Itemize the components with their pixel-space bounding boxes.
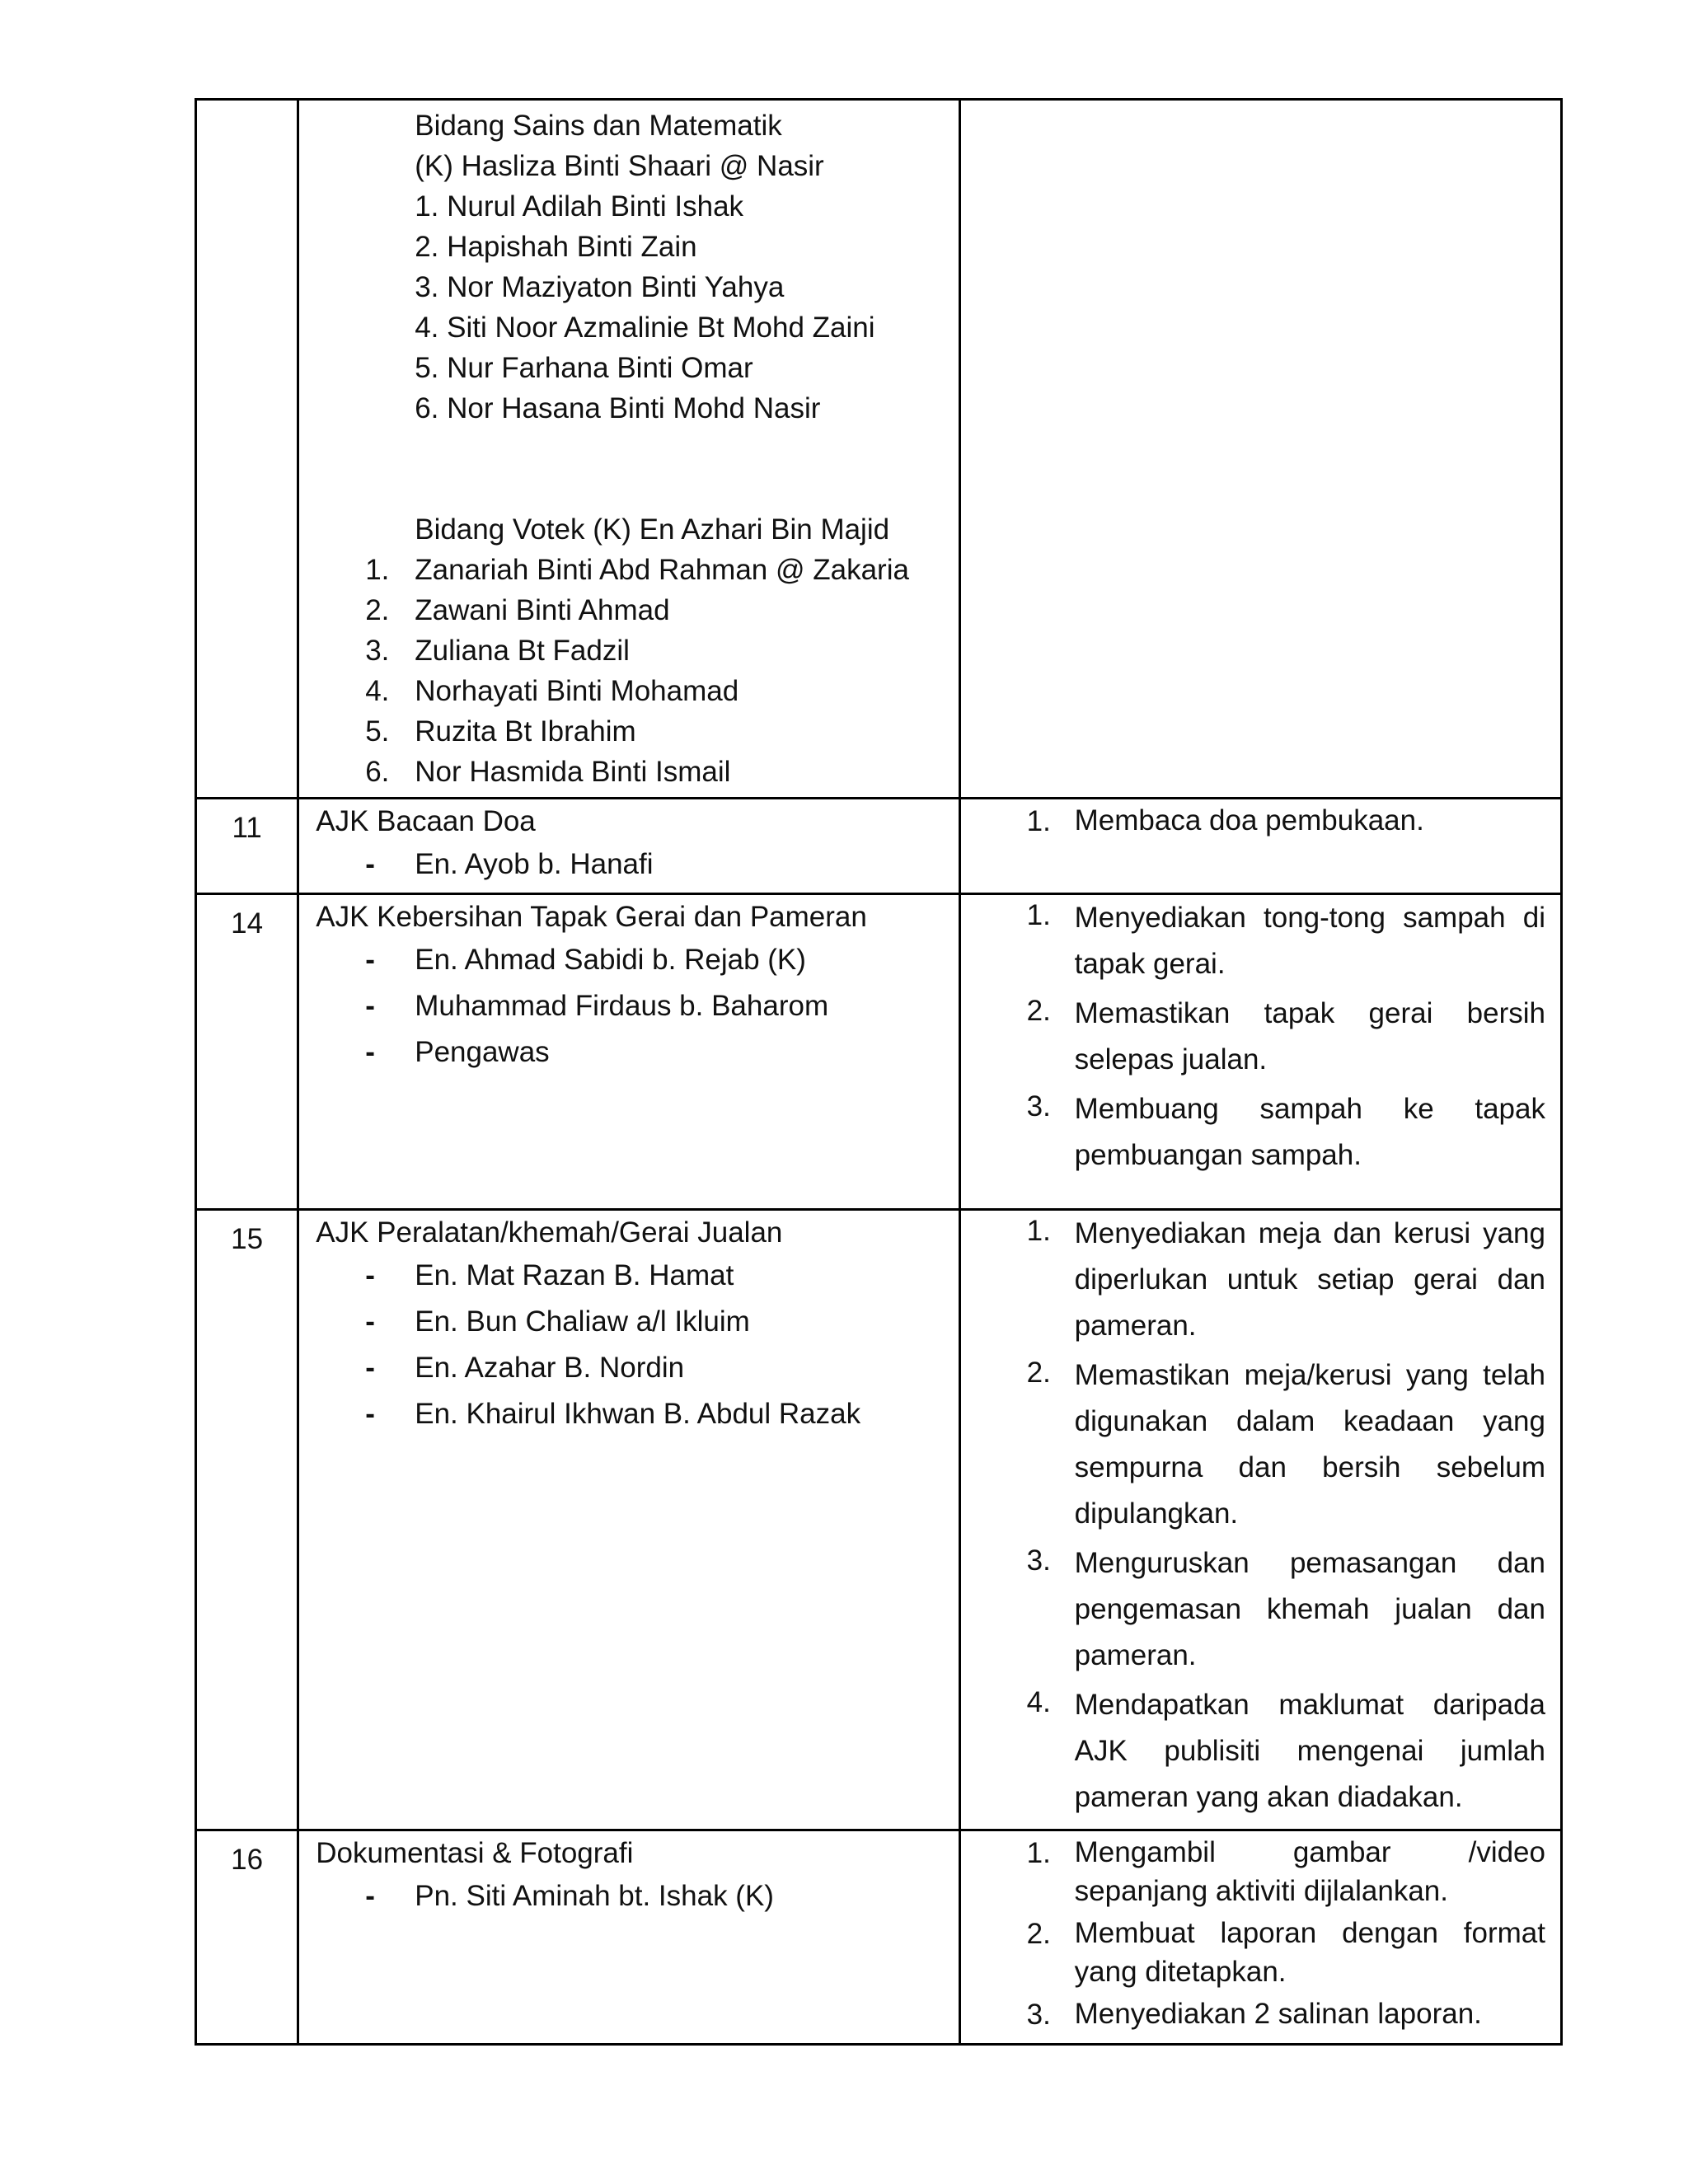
member-item: 5. Ruzita Bt Ibrahim xyxy=(365,715,636,748)
member-item: - Pengawas xyxy=(365,1036,550,1068)
row-number-cell xyxy=(196,100,298,799)
row-number-cell: 14 xyxy=(196,894,298,1210)
task-item: 1. Menyediakan meja dan kerusi yang diperlukan untuk setiap gerai dan pameran. xyxy=(1026,1215,1545,1342)
member-item: 1. Nurul Adilah Binti Ishak xyxy=(415,190,744,223)
member-item: 1. Zanariah Binti Abd Rahman @ Zakaria xyxy=(365,554,909,586)
member-item: - En. Khairul Ikhwan B. Abdul Razak xyxy=(365,1398,861,1430)
row-number-cell: 11 xyxy=(196,799,298,894)
row-number-cell: 16 xyxy=(196,1830,298,2045)
tasks-cell xyxy=(959,100,1561,799)
committee-cell xyxy=(298,799,959,894)
group-title: Bidang Sains dan Matematik xyxy=(415,110,782,142)
table-row xyxy=(196,100,1562,799)
member-item: 5. Nur Farhana Binti Omar xyxy=(415,352,753,384)
task-item: 3. Membuang sampah ke tapak pembuangan sampah. xyxy=(1026,1090,1545,1171)
committee-cell xyxy=(298,100,959,799)
member-item: 4. Norhayati Binti Mohamad xyxy=(365,675,739,707)
committee-table xyxy=(195,98,1563,2046)
member-item: 4. Siti Noor Azmalinie Bt Mohd Zaini xyxy=(415,312,875,344)
task-item: 1. Menyediakan tong-tong sampah di tapak gerai. xyxy=(1026,899,1545,980)
task-item: 2. Memastikan meja/kerusi yang telah digunakan dalam keadaan yang sempurna dan bersih sebelum dipulangkan. xyxy=(1026,1357,1545,1530)
committee-cell xyxy=(298,1210,959,1830)
member-item: - En. Ahmad Sabidi b. Rejab (K) xyxy=(365,944,806,976)
tasks-cell xyxy=(959,894,1561,1210)
task-item: 3. Menguruskan pemasangan dan pengemasan khemah jualan dan pameran. xyxy=(1026,1544,1545,1671)
tasks-cell xyxy=(959,1210,1561,1830)
committee-cell xyxy=(298,1830,959,2045)
committee-title: Dokumentasi & Fotografi xyxy=(316,1837,634,1869)
table-row xyxy=(196,1830,1562,2045)
task-item: 3. Menyediakan 2 salinan laporan. xyxy=(1026,1998,1482,2031)
group-title: Bidang Votek (K) En Azhari Bin Majid xyxy=(415,513,890,546)
task-item: 4. Mendapatkan maklumat daripada AJK publisiti mengenai jumlah pameran yang akan diadakan. xyxy=(1026,1686,1545,1813)
member-item: 6. Nor Hasana Binti Mohd Nasir xyxy=(415,392,821,424)
tasks-cell xyxy=(959,799,1561,894)
committee-cell xyxy=(298,894,959,1210)
member-item: 3. Zuliana Bt Fadzil xyxy=(365,635,630,667)
table-row xyxy=(196,894,1562,1210)
row-number-cell: 15 xyxy=(196,1210,298,1830)
table-row xyxy=(196,1210,1562,1830)
committee-title: AJK Bacaan Doa xyxy=(316,805,536,837)
task-item: 1. Membaca doa pembukaan. xyxy=(1026,804,1424,837)
member-item: 6. Nor Hasmida Binti Ismail xyxy=(365,756,731,788)
committee-title: AJK Kebersihan Tapak Gerai dan Pameran xyxy=(316,901,867,933)
task-item: 2. Memastikan tapak gerai bersih selepas jualan. xyxy=(1026,995,1545,1076)
member-item: - Pn. Siti Aminah bt. Ishak (K) xyxy=(365,1880,774,1912)
table-row xyxy=(196,799,1562,894)
tasks-cell xyxy=(959,1830,1561,2045)
member-item: 2. Hapishah Binti Zain xyxy=(415,231,697,263)
member-item: - Muhammad Firdaus b. Baharom xyxy=(365,990,829,1022)
group-lead: (K) Hasliza Binti Shaari @ Nasir xyxy=(415,150,824,182)
member-item: - En. Bun Chaliaw a/l Ikluim xyxy=(365,1305,750,1338)
member-item: 2. Zawani Binti Ahmad xyxy=(365,594,670,626)
member-item: 3. Nor Maziyaton Binti Yahya xyxy=(415,271,785,303)
task-item: 2. Membuat laporan dengan format yang ditetapkan. xyxy=(1026,1917,1545,1988)
member-item: - En. Mat Razan B. Hamat xyxy=(365,1259,734,1291)
task-item: 1. Mengambil gambar /video sepanjang aktiviti dijlalankan. xyxy=(1026,1836,1545,1907)
member-item: - En. Azahar B. Nordin xyxy=(365,1352,685,1384)
member-item: - En. Ayob b. Hanafi xyxy=(365,848,654,880)
committee-title: AJK Peralatan/khemah/Gerai Jualan xyxy=(316,1216,783,1249)
